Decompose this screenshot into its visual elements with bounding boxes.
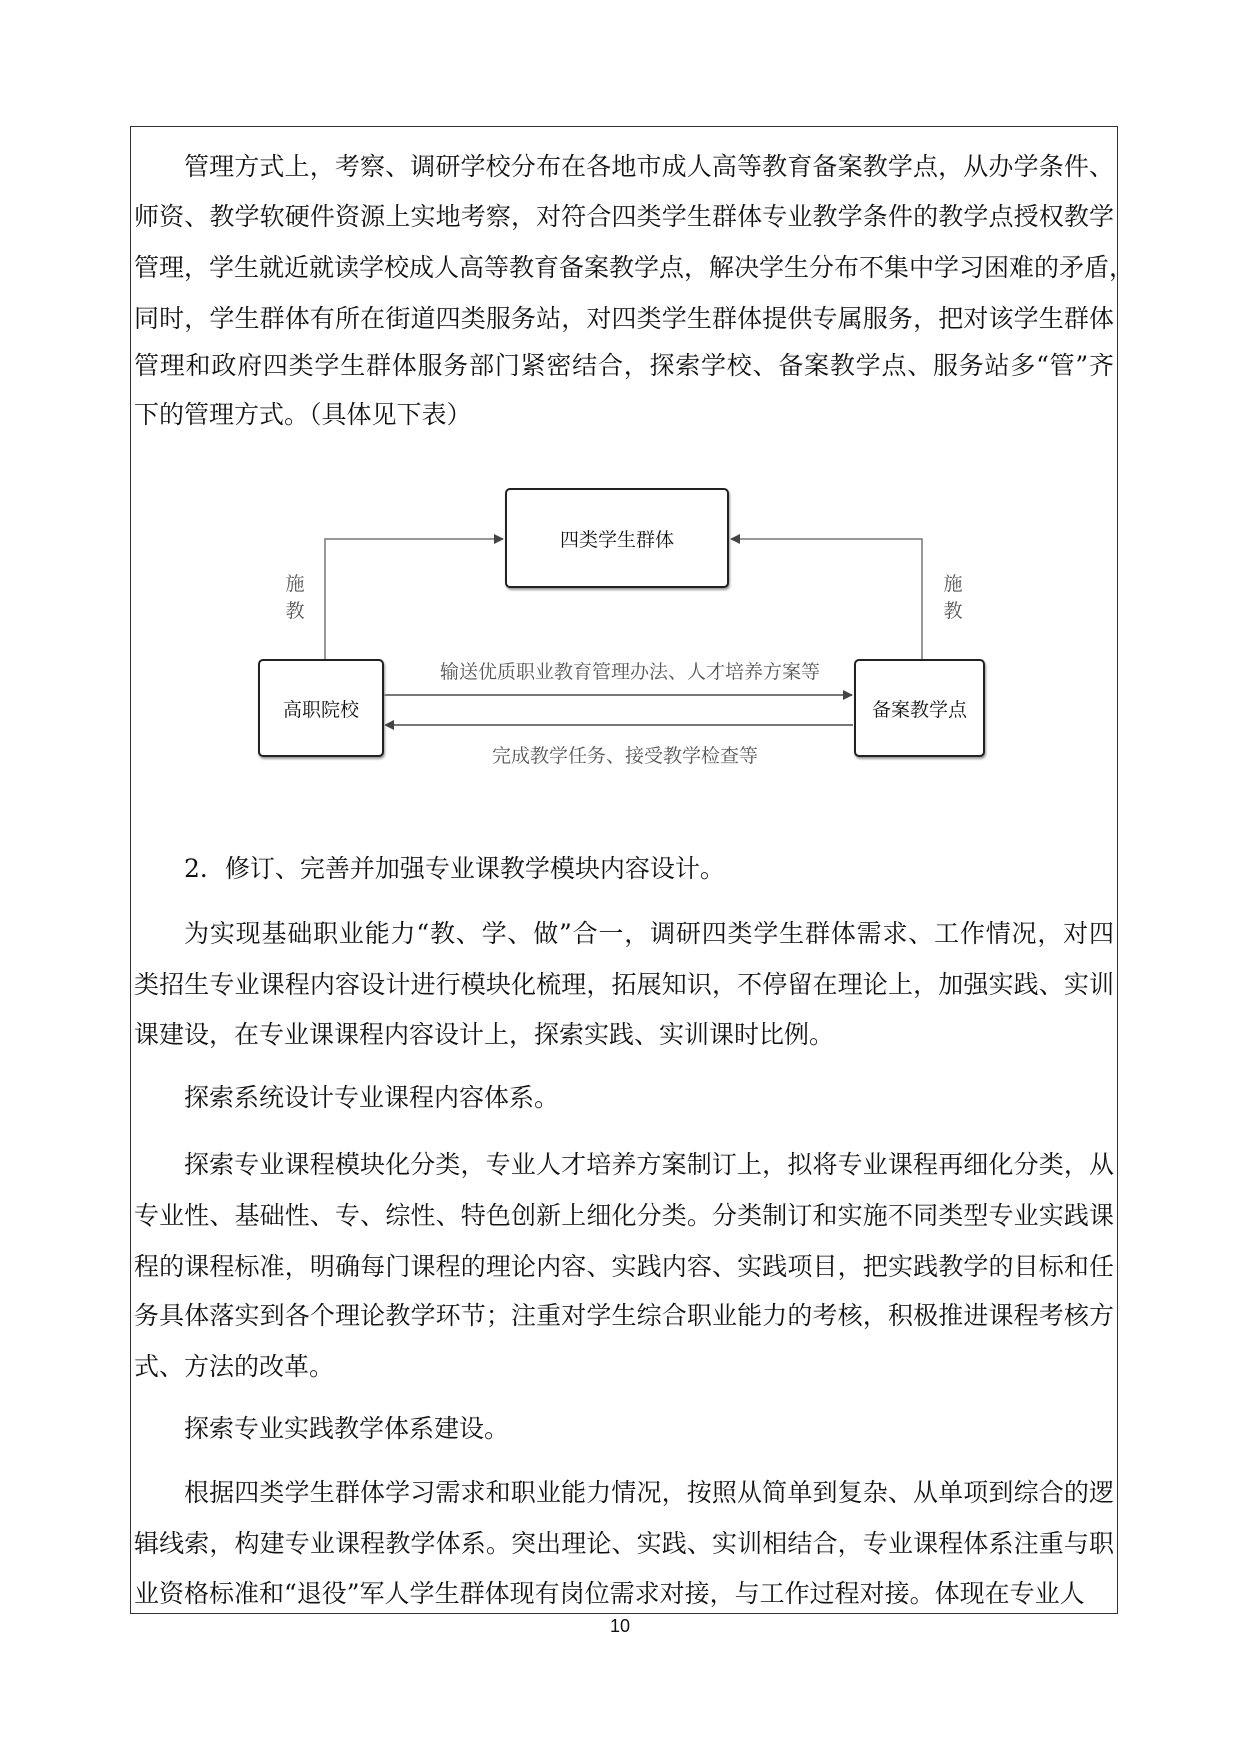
paragraph-line: 业资格标准和“退役”军人学生群体现有岗位需求对接，与工作过程对接。体现在专业人 xyxy=(134,1579,1085,1608)
paragraph-line: 务具体落实到各个理论教学环节；注重对学生综合职业能力的考核，积极推进课程考核方 xyxy=(134,1301,1114,1330)
paragraph-line: 类招生专业课程内容设计进行模块化梳理，拓展知识，不停留在理论上，加强实践、实训 xyxy=(134,970,1114,999)
page-number: 10 xyxy=(609,1616,631,1636)
left-teach-arrow xyxy=(325,539,503,659)
paragraph-line: 式、方法的改革。 xyxy=(134,1352,335,1381)
paragraph-line: 为实现基础职业能力“教、学、做”合一，调研四类学生群体需求、工作情况，对四 xyxy=(184,919,1114,948)
paragraph-line: 师资、教学软硬件资源上实地考察，对符合四类学生群体专业教学条件的教学点授权教学 xyxy=(134,202,1114,231)
paragraph-line: 管理，学生就近就读学校成人高等教育备案教学点，解决学生分布不集中学习困难的矛盾， xyxy=(134,253,1135,282)
arrow-left-label: 完成教学任务、接受教学检查等 xyxy=(492,746,759,767)
paragraph-line: 同时，学生群体有所在街道四类服务站，对四类学生群体提供专属服务，把对该学生群体 xyxy=(134,304,1114,333)
paragraph-line: 2．修订、完善并加强专业课教学模块内容设计。 xyxy=(184,854,725,883)
paragraph-line: 辑线索，构建专业课程教学体系。突出理论、实践、实训相结合，专业课程体系注重与职 xyxy=(134,1529,1114,1558)
paragraph-line: 专业性、基础性、专、综性、特色创新上细化分类。分类制订和实施不同类型专业实践课 xyxy=(134,1201,1114,1230)
paragraph-line: 管理和政府四类学生群体服务部门紧密结合，探索学校、备案教学点、服务站多“管”齐 xyxy=(134,351,1114,380)
box-college: 高职院校 xyxy=(258,659,384,757)
right-teach-label: 施教 xyxy=(943,574,963,622)
left-teach-label: 施教 xyxy=(285,574,305,622)
paragraph-line: 根据四类学生群体学习需求和职业能力情况，按照从简单到复杂、从单项到综合的逻 xyxy=(184,1478,1114,1507)
paragraph-line: 探索系统设计专业课程内容体系。 xyxy=(184,1083,560,1112)
right-teach-arrow xyxy=(731,539,922,659)
paragraph-line: 下的管理方式。（具体见下表） xyxy=(134,400,472,429)
paragraph-line: 探索专业课程模块化分类，专业人才培养方案制订上，拟将专业课程再细化分类，从 xyxy=(184,1150,1114,1179)
paragraph-line: 管理方式上，考察、调研学校分布在各地市成人高等教育备案教学点，从办学条件、 xyxy=(184,152,1114,181)
paragraph-line: 课建设，在专业课课程内容设计上，探索实践、实训课时比例。 xyxy=(134,1020,835,1049)
box-teaching-point: 备案教学点 xyxy=(854,659,985,757)
arrow-right-label: 输送优质职业教育管理办法、人才培养方案等 xyxy=(440,662,821,683)
paragraph-line: 程的课程标准，明确每门课程的理论内容、实践内容、实践项目，把实践教学的目标和任 xyxy=(134,1252,1114,1281)
box-student-group: 四类学生群体 xyxy=(505,488,729,588)
paragraph-line: 探索专业实践教学体系建设。 xyxy=(184,1414,510,1443)
